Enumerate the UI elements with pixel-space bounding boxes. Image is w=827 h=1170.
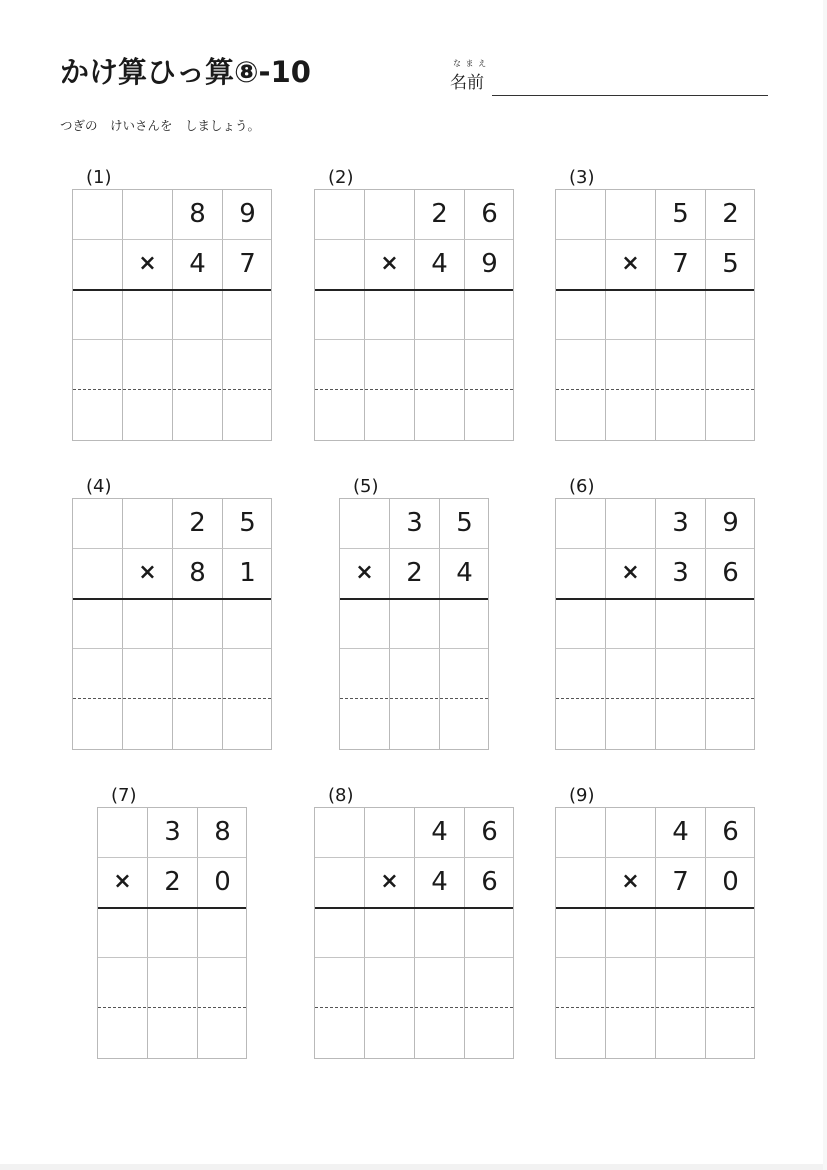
answer-cell[interactable] (465, 958, 514, 1008)
answer-cell[interactable] (73, 340, 122, 390)
answer-cell[interactable] (556, 340, 605, 390)
multiplicand-digit: 2 (431, 199, 448, 229)
answer-cell[interactable] (315, 390, 364, 440)
multiply-sign: × (138, 560, 157, 585)
answer-cell[interactable] (73, 649, 122, 699)
multiplicand-digit: 4 (672, 817, 689, 847)
answer-cell[interactable] (656, 1008, 705, 1058)
answer-cell[interactable] (73, 290, 122, 340)
answer-cell[interactable] (148, 958, 197, 1008)
multiplicand-digit: 3 (406, 508, 423, 538)
multiply-sign: × (113, 869, 132, 894)
answer-cell[interactable] (415, 908, 464, 958)
answer-cell[interactable] (173, 699, 222, 749)
answer-cell[interactable] (173, 599, 222, 649)
multiplier-digit: 2 (406, 558, 423, 588)
answer-grid (97, 807, 247, 1059)
multiplier-digit: 4 (189, 249, 206, 279)
answer-cell[interactable] (123, 599, 172, 649)
multiplier-digit: 1 (239, 558, 256, 588)
answer-cell[interactable] (173, 390, 222, 440)
answer-cell[interactable] (606, 958, 655, 1008)
answer-cell[interactable] (465, 908, 514, 958)
multiplier-digit: 2 (164, 867, 181, 897)
multiply-sign: × (621, 869, 640, 894)
problem-label: (2) (328, 167, 354, 188)
multiplier-digit: 8 (189, 558, 206, 588)
answer-cell[interactable] (223, 599, 272, 649)
answer-cell[interactable] (415, 340, 464, 390)
answer-cell[interactable] (365, 290, 414, 340)
problem-label: (4) (86, 476, 112, 497)
multiplicand-digit: 9 (722, 508, 739, 538)
multiplier-digit: 7 (672, 867, 689, 897)
answer-cell[interactable] (173, 340, 222, 390)
answer-cell[interactable] (123, 699, 172, 749)
answer-cell[interactable] (365, 1008, 414, 1058)
answer-grid (339, 498, 489, 750)
multiplier-digit: 5 (722, 249, 739, 279)
answer-cell[interactable] (556, 649, 605, 699)
answer-cell[interactable] (340, 649, 389, 699)
multiplier-digit: 4 (456, 558, 473, 588)
answer-grid (555, 189, 755, 441)
page-right-edge (823, 0, 827, 1170)
answer-cell[interactable] (365, 958, 414, 1008)
answer-cell[interactable] (656, 649, 705, 699)
answer-cell[interactable] (556, 290, 605, 340)
answer-cell[interactable] (656, 958, 705, 1008)
problem-label: (6) (569, 476, 595, 497)
answer-cell[interactable] (223, 340, 272, 390)
problem-label: (8) (328, 785, 354, 806)
answer-cell[interactable] (706, 340, 755, 390)
answer-cell[interactable] (656, 599, 705, 649)
answer-cell[interactable] (415, 958, 464, 1008)
multiply-sign: × (138, 251, 157, 276)
instruction-text: つぎの けいさんを しましょう。 (60, 118, 261, 133)
multiplicand-digit: 2 (189, 508, 206, 538)
name-ruby: な ま え (453, 59, 488, 68)
answer-grid (555, 807, 755, 1059)
answer-cell[interactable] (123, 390, 172, 440)
problem-label: (7) (111, 785, 137, 806)
answer-cell[interactable] (706, 908, 755, 958)
multiplier-digit: 9 (481, 249, 498, 279)
answer-cell[interactable] (315, 958, 364, 1008)
problem-label: (9) (569, 785, 595, 806)
problem-label: (1) (86, 167, 112, 188)
answer-cell[interactable] (556, 699, 605, 749)
multiplier-digit: 0 (214, 867, 231, 897)
answer-cell[interactable] (556, 599, 605, 649)
multiplicand-digit: 9 (239, 199, 256, 229)
multiplicand-digit: 3 (164, 817, 181, 847)
answer-cell[interactable] (440, 699, 489, 749)
answer-cell[interactable] (656, 340, 705, 390)
multiplier-digit: 3 (672, 558, 689, 588)
multiplicand-digit: 3 (672, 508, 689, 538)
answer-cell[interactable] (606, 599, 655, 649)
multiplicand-digit: 2 (722, 199, 739, 229)
answer-cell[interactable] (198, 958, 247, 1008)
problem-label: (5) (353, 476, 379, 497)
answer-cell[interactable] (606, 290, 655, 340)
answer-cell[interactable] (606, 390, 655, 440)
name-label: 名前 (450, 73, 484, 93)
multiplier-digit: 4 (431, 249, 448, 279)
answer-cell[interactable] (98, 958, 147, 1008)
answer-cell[interactable] (173, 649, 222, 699)
answer-cell[interactable] (123, 290, 172, 340)
answer-grid (314, 189, 514, 441)
multiplier-digit: 6 (481, 867, 498, 897)
multiplicand-digit: 5 (239, 508, 256, 538)
multiply-sign: × (380, 251, 399, 276)
answer-cell[interactable] (415, 290, 464, 340)
answer-grid (72, 189, 272, 441)
multiply-sign: × (621, 251, 640, 276)
answer-cell[interactable] (73, 390, 122, 440)
answer-cell[interactable] (606, 699, 655, 749)
answer-grid (555, 498, 755, 750)
answer-cell[interactable] (365, 340, 414, 390)
worksheet-title: かけ算ひっ算⑧-10 (60, 55, 311, 89)
multiply-sign: × (355, 560, 374, 585)
answer-cell[interactable] (415, 1008, 464, 1058)
answer-cell[interactable] (656, 290, 705, 340)
answer-cell[interactable] (223, 390, 272, 440)
answer-cell[interactable] (223, 290, 272, 340)
answer-cell[interactable] (465, 390, 514, 440)
multiply-sign: × (621, 560, 640, 585)
answer-cell[interactable] (606, 908, 655, 958)
multiplicand-digit: 4 (431, 817, 448, 847)
answer-cell[interactable] (315, 290, 364, 340)
answer-cell[interactable] (315, 1008, 364, 1058)
answer-cell[interactable] (440, 649, 489, 699)
answer-cell[interactable] (556, 908, 605, 958)
answer-cell[interactable] (656, 390, 705, 440)
answer-cell[interactable] (390, 599, 439, 649)
answer-cell[interactable] (340, 699, 389, 749)
answer-cell[interactable] (706, 649, 755, 699)
multiply-sign: × (380, 869, 399, 894)
answer-cell[interactable] (465, 340, 514, 390)
answer-cell[interactable] (415, 390, 464, 440)
answer-cell[interactable] (98, 908, 147, 958)
answer-cell[interactable] (706, 599, 755, 649)
answer-cell[interactable] (556, 1008, 605, 1058)
answer-cell[interactable] (223, 699, 272, 749)
multiplicand-digit: 6 (722, 817, 739, 847)
answer-cell[interactable] (73, 599, 122, 649)
answer-cell[interactable] (556, 958, 605, 1008)
answer-cell[interactable] (440, 599, 489, 649)
answer-grid (72, 498, 272, 750)
answer-cell[interactable] (73, 699, 122, 749)
answer-cell[interactable] (148, 1008, 197, 1058)
answer-cell[interactable] (198, 908, 247, 958)
problem-label: (3) (569, 167, 595, 188)
answer-cell[interactable] (123, 649, 172, 699)
answer-cell[interactable] (706, 390, 755, 440)
multiplicand-digit: 6 (481, 199, 498, 229)
multiplicand-digit: 6 (481, 817, 498, 847)
answer-cell[interactable] (465, 1008, 514, 1058)
answer-cell[interactable] (315, 908, 364, 958)
answer-cell[interactable] (656, 699, 705, 749)
answer-cell[interactable] (706, 1008, 755, 1058)
answer-cell[interactable] (606, 1008, 655, 1058)
answer-cell[interactable] (148, 908, 197, 958)
answer-cell[interactable] (706, 699, 755, 749)
answer-cell[interactable] (365, 908, 414, 958)
answer-cell[interactable] (98, 1008, 147, 1058)
answer-cell[interactable] (606, 649, 655, 699)
answer-cell[interactable] (706, 290, 755, 340)
multiplicand-digit: 5 (672, 199, 689, 229)
answer-grid (314, 807, 514, 1059)
multiplicand-digit: 8 (189, 199, 206, 229)
answer-cell[interactable] (173, 290, 222, 340)
multiplicand-digit: 8 (214, 817, 231, 847)
answer-cell[interactable] (198, 1008, 247, 1058)
answer-cell[interactable] (656, 908, 705, 958)
answer-cell[interactable] (365, 390, 414, 440)
answer-cell[interactable] (340, 599, 389, 649)
page-bottom-edge (0, 1164, 827, 1170)
answer-cell[interactable] (315, 340, 364, 390)
answer-cell[interactable] (706, 958, 755, 1008)
answer-cell[interactable] (556, 390, 605, 440)
answer-cell[interactable] (390, 699, 439, 749)
answer-cell[interactable] (606, 340, 655, 390)
answer-cell[interactable] (223, 649, 272, 699)
answer-cell[interactable] (465, 290, 514, 340)
multiplier-digit: 4 (431, 867, 448, 897)
multiplier-digit: 6 (722, 558, 739, 588)
multiplier-digit: 7 (672, 249, 689, 279)
name-writing-line[interactable] (492, 95, 768, 96)
answer-cell[interactable] (123, 340, 172, 390)
multiplier-digit: 7 (239, 249, 256, 279)
multiplicand-digit: 5 (456, 508, 473, 538)
answer-cell[interactable] (390, 649, 439, 699)
multiplier-digit: 0 (722, 867, 739, 897)
